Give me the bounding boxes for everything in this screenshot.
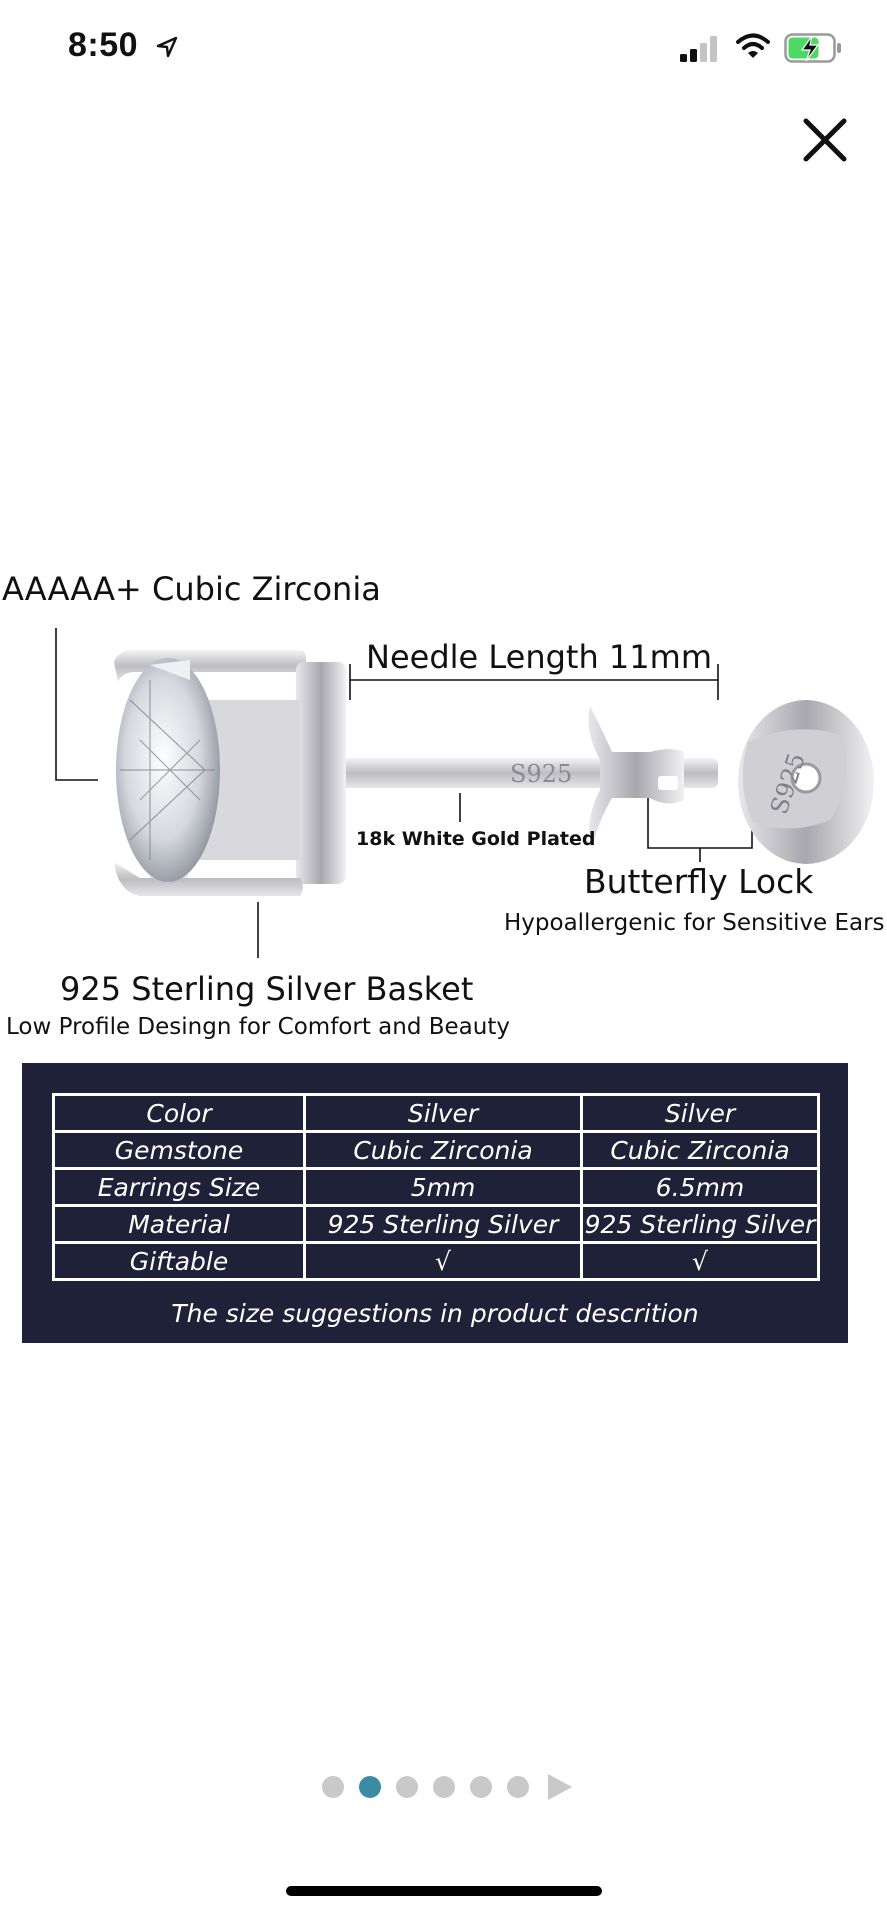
pager-dot[interactable] (322, 1776, 344, 1798)
close-icon (800, 115, 850, 165)
spec-table (52, 1093, 820, 1281)
table-cell: Silver (305, 1095, 582, 1132)
callout-hypoallergenic: Hypoallergenic for Sensitive Ears (504, 910, 885, 936)
status-time-text: 8:50 (68, 26, 139, 64)
callout-needle-length: Needle Length 11mm (366, 638, 712, 676)
table-row-header: Earrings Size (54, 1169, 305, 1206)
table-cell: √ (305, 1243, 582, 1280)
table-cell: Cubic Zirconia (582, 1132, 819, 1169)
spec-table-panel (22, 1063, 848, 1343)
pager-dot[interactable] (470, 1776, 492, 1798)
pager-dot[interactable] (433, 1776, 455, 1798)
table-row (54, 1243, 819, 1280)
table-row (54, 1095, 819, 1132)
callout-butterfly-lock: Butterfly Lock (584, 862, 814, 901)
pager-dot[interactable] (507, 1776, 529, 1798)
table-cell: 6.5mm (582, 1169, 819, 1206)
pager-dot[interactable] (359, 1776, 381, 1798)
close-button[interactable] (800, 115, 850, 165)
table-cell: 5mm (305, 1169, 582, 1206)
image-pager (322, 1774, 572, 1800)
table-cell: √ (582, 1243, 819, 1280)
table-cell: 925 Sterling Silver (582, 1206, 819, 1243)
battery-charging-icon (784, 33, 842, 63)
signal-icon (680, 36, 720, 62)
table-row-header: Material (54, 1206, 305, 1243)
pager-dot[interactable] (396, 1776, 418, 1798)
callout-basket: 925 Sterling Silver Basket (60, 970, 474, 1008)
table-cell: 925 Sterling Silver (305, 1206, 582, 1243)
stamp-text: S925 (510, 760, 573, 788)
play-arrow-icon[interactable] (548, 1774, 572, 1800)
table-cell: Silver (582, 1095, 819, 1132)
spec-note: The size suggestions in product descrition (171, 1299, 699, 1328)
table-cell: Cubic Zirconia (305, 1132, 582, 1169)
table-row (54, 1132, 819, 1169)
svg-text:S925: S925 (765, 749, 811, 818)
location-arrow-icon (156, 28, 178, 67)
home-indicator[interactable] (286, 1886, 602, 1896)
table-row-header: Giftable (54, 1243, 305, 1280)
table-row-header: Gemstone (54, 1132, 305, 1169)
wifi-icon (736, 32, 770, 60)
status-time (68, 26, 178, 67)
callout-plated: 18k White Gold Plated (356, 828, 596, 850)
callout-cubic-zirconia: AAAAA+ Cubic Zirconia (2, 570, 381, 608)
callout-low-profile: Low Profile Desingn for Comfort and Beauty (6, 1014, 510, 1040)
table-row (54, 1206, 819, 1243)
table-row-header: Color (54, 1095, 305, 1132)
table-row (54, 1169, 819, 1206)
